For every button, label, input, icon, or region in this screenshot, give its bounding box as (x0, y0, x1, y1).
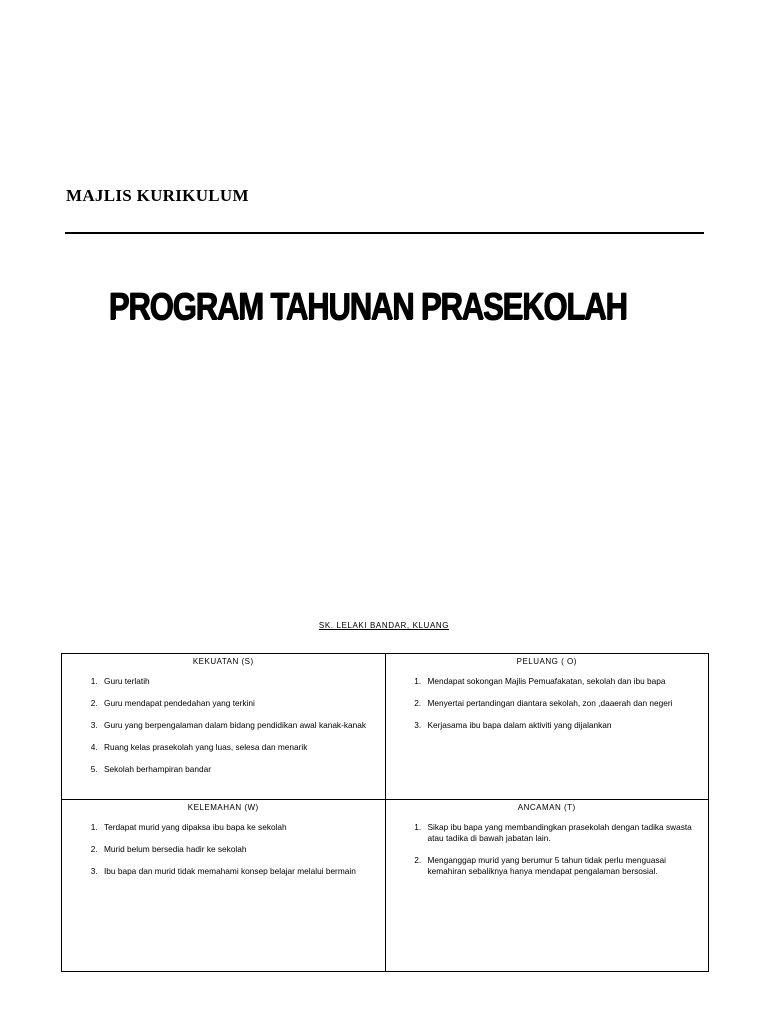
heading-divider (65, 232, 704, 234)
list-item: 2. Menganggap murid yang berumur 5 tahun tidak perlu menguasai kemahiran sebaliknya hanya mendapat pengalaman bersosial. (424, 855, 699, 877)
list-item: 1. Sikap ibu bapa yang membandingkan prasekolah dengan tadika swasta atau tadika di bawah jabatan lain. (424, 822, 699, 844)
list-item: 3. Ibu bapa dan murid tidak memahami konsep belajar melalui bermain (100, 866, 375, 877)
weaknesses-heading: KELEMAHAN (W) (187, 803, 259, 812)
swot-opportunities-cell (385, 654, 709, 800)
swot-weaknesses-cell (62, 800, 386, 972)
list-item: 4. Ruang kelas prasekolah yang luas, selesa dan menarik (100, 742, 375, 753)
weaknesses-list (62, 822, 385, 877)
strengths-list (62, 676, 385, 775)
swot-threats-cell (385, 800, 709, 972)
opportunities-heading: PELUANG ( O) (516, 657, 577, 666)
swot-table (61, 653, 709, 972)
list-item: 1. Terdapat murid yang dipaksa ibu bapa ke sekolah (100, 822, 375, 833)
list-item: 1. Guru terlatih (100, 676, 375, 687)
strengths-heading: KEKUATAN (S) (192, 657, 254, 666)
list-item: 1. Mendapat sokongan Majlis Pemuafakatan, sekolah dan ibu bapa (424, 676, 699, 687)
org-heading: MAJLIS KURIKULUM (66, 186, 249, 205)
list-item: 2. Menyertai pertandingan diantara sekolah, zon ,daaerah dan negeri (424, 698, 699, 709)
opportunities-list (386, 676, 709, 731)
list-item: 2. Murid belum bersedia hadir ke sekolah (100, 844, 375, 855)
list-item: 2. Guru mendapat pendedahan yang terkini (100, 698, 375, 709)
list-item: 3. Kerjasama ibu bapa dalam aktiviti yang dijalankan (424, 720, 699, 731)
page-title: PROGRAM TAHUNAN PRASEKOLAH (108, 286, 627, 328)
school-name: SK. LELAKI BANDAR, KLUANG (318, 621, 450, 630)
threats-heading: ANCAMAN (T) (517, 803, 576, 812)
list-item: 3. Guru yang berpengalaman dalam bidang pendidikan awal kanak-kanak (100, 720, 375, 731)
threats-list (386, 822, 709, 877)
list-item: 5. Sekolah berhampiran bandar (100, 764, 375, 775)
swot-strengths-cell (62, 654, 386, 800)
